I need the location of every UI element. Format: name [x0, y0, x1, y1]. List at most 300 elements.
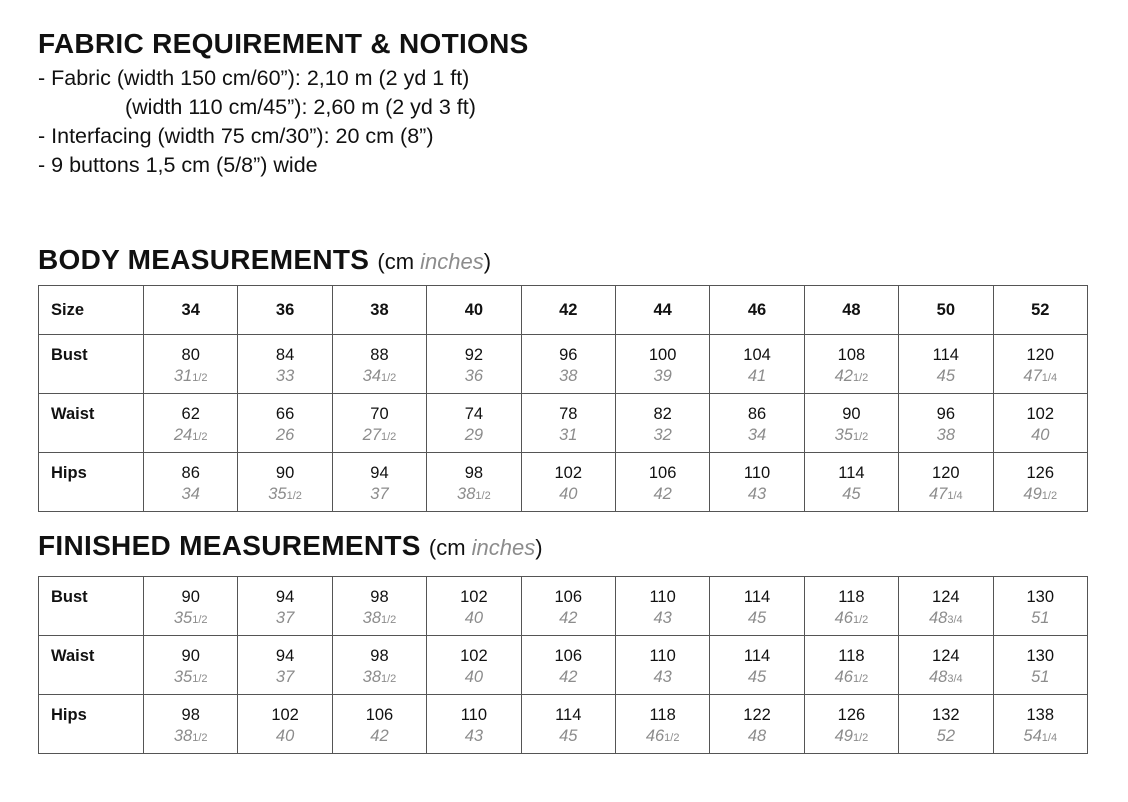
inch-whole: 38	[362, 609, 381, 627]
measurement-cell	[238, 636, 332, 695]
inch-whole: 38	[362, 668, 381, 686]
inch-whole: 43	[653, 668, 672, 686]
inch-value	[144, 725, 237, 749]
inch-whole: 38	[559, 367, 578, 385]
measurement-cell	[332, 695, 426, 754]
cm-value: 132	[932, 706, 960, 724]
inch-value	[710, 666, 803, 688]
inch-value	[522, 365, 615, 387]
inch-value	[522, 483, 615, 505]
measurement-cell	[804, 636, 898, 695]
inch-whole: 31	[559, 426, 578, 444]
cm-value: 130	[1026, 588, 1055, 606]
inch-whole: 51	[1031, 668, 1050, 686]
size-cell: 36	[238, 286, 332, 335]
cm-value: 90	[842, 405, 861, 423]
measurement-cell	[521, 394, 615, 453]
inch-value	[616, 365, 709, 387]
inch-whole: 41	[747, 367, 767, 385]
measurement-cell	[615, 695, 709, 754]
cm-value: 80	[181, 346, 200, 364]
cm-value: 118	[838, 588, 865, 606]
measurement-row-bust	[39, 577, 1088, 636]
inch-whole: 42	[834, 367, 853, 385]
body-measurements-table	[38, 285, 1088, 512]
inch-fraction: 1/2	[475, 490, 491, 502]
inch-whole: 33	[275, 367, 295, 385]
measurement-cell	[521, 636, 615, 695]
measurement-cell	[804, 394, 898, 453]
measurement-cell	[710, 394, 804, 453]
inch-value	[994, 424, 1087, 446]
section-title-text: FINISHED MEASUREMENTS	[38, 530, 421, 561]
unit-inches: inches	[471, 535, 536, 560]
measurement-row-hips	[39, 695, 1088, 754]
cm-value: 74	[464, 405, 484, 423]
body-measurements-title	[38, 246, 491, 274]
inch-fraction: 1/2	[852, 673, 869, 685]
measurement-cell	[144, 695, 238, 754]
measurement-cell	[521, 577, 615, 636]
inch-value	[710, 483, 803, 505]
measurement-cell	[615, 453, 709, 512]
unit-inches: inches	[420, 249, 484, 274]
cm-value: 110	[743, 464, 771, 482]
row-label: Waist	[51, 647, 95, 665]
inch-whole: 38	[457, 485, 476, 503]
fabric-note-line: (width 110 cm/45”): 2,60 m (2 yd 3 ft)	[125, 95, 476, 119]
cm-value: 98	[181, 706, 200, 724]
inch-value	[899, 483, 992, 507]
inch-fraction: 1/2	[381, 431, 397, 443]
measurement-cell	[615, 394, 709, 453]
inch-whole: 34	[362, 367, 381, 385]
inch-fraction: 1/2	[192, 372, 208, 384]
inch-whole: 43	[464, 727, 484, 745]
inch-value	[144, 666, 237, 690]
inch-whole: 40	[464, 668, 484, 686]
inch-value	[805, 483, 898, 505]
measurement-cell	[427, 577, 521, 636]
inch-value	[899, 607, 992, 631]
inch-whole: 46	[834, 668, 853, 686]
cm-value: 106	[554, 588, 583, 606]
measurement-cell	[144, 636, 238, 695]
inch-fraction: 1/2	[286, 490, 302, 502]
cm-value: 110	[649, 588, 676, 606]
fabric-notes-list	[38, 64, 476, 180]
inch-value	[238, 666, 331, 688]
inch-value	[899, 365, 992, 387]
cm-value: 108	[837, 346, 866, 364]
inch-fraction: 1/2	[192, 614, 208, 626]
size-cell: 38	[332, 286, 426, 335]
measurement-cell	[427, 453, 521, 512]
inch-whole: 42	[559, 609, 578, 627]
inch-whole: 45	[842, 485, 861, 503]
inch-value	[144, 424, 237, 448]
inch-whole: 35	[173, 668, 193, 686]
cm-value: 102	[1026, 405, 1055, 423]
measurement-cell	[993, 636, 1087, 695]
inch-whole: 49	[834, 727, 853, 745]
row-label-cell	[39, 394, 144, 453]
size-cell: 34	[144, 286, 238, 335]
inch-fraction: 1/4	[1041, 372, 1058, 384]
inch-whole: 42	[370, 727, 389, 745]
inch-whole: 38	[173, 727, 193, 745]
inch-value	[238, 365, 331, 387]
inch-value	[522, 424, 615, 446]
unit-label: (cm inches)	[377, 249, 492, 274]
inch-value	[994, 607, 1087, 629]
measurement-cell	[427, 636, 521, 695]
finished-measurements-title	[38, 532, 543, 560]
cm-value: 130	[1026, 647, 1055, 665]
measurement-cell	[710, 695, 804, 754]
inch-whole: 47	[1023, 367, 1042, 385]
inch-whole: 34	[181, 485, 200, 503]
inch-value	[238, 607, 331, 629]
cm-value: 118	[838, 647, 865, 665]
fabric-note-line: - 9 buttons 1,5 cm (5/8”) wide	[38, 153, 318, 177]
inch-fraction: 1/4	[1041, 732, 1058, 744]
measurement-cell	[993, 394, 1087, 453]
measurement-cell	[238, 695, 332, 754]
inch-whole: 46	[834, 609, 853, 627]
measurement-cell	[427, 695, 521, 754]
cm-value: 82	[653, 405, 672, 423]
row-label: Bust	[51, 588, 88, 606]
inch-value	[710, 725, 803, 747]
inch-whole: 31	[173, 367, 193, 385]
measurement-cell	[899, 335, 993, 394]
measurement-cell	[332, 335, 426, 394]
size-cell: 48	[804, 286, 898, 335]
measurement-cell	[615, 636, 709, 695]
inch-value	[238, 424, 331, 446]
measurement-cell	[615, 335, 709, 394]
inch-fraction: 1/2	[381, 372, 397, 384]
inch-whole: 46	[645, 727, 665, 745]
inch-value	[427, 483, 520, 507]
inch-whole: 52	[936, 727, 955, 745]
inch-value	[522, 607, 615, 629]
measurement-cell	[332, 453, 426, 512]
size-cell: 52	[993, 286, 1087, 335]
section-title-text: BODY MEASUREMENTS	[38, 244, 370, 275]
row-label-cell	[39, 577, 144, 636]
measurement-cell	[993, 577, 1087, 636]
inch-whole: 40	[464, 609, 484, 627]
cm-value: 106	[554, 647, 583, 665]
inch-fraction: 1/4	[947, 490, 963, 502]
inch-value	[710, 424, 803, 446]
inch-value	[899, 666, 992, 690]
measurement-cell	[332, 636, 426, 695]
inch-whole: 37	[275, 609, 295, 627]
size-cell: 44	[615, 286, 709, 335]
measurement-cell	[521, 453, 615, 512]
inch-whole: 35	[173, 609, 193, 627]
inch-whole: 38	[936, 426, 955, 444]
measurement-cell	[993, 335, 1087, 394]
row-label-cell	[39, 636, 144, 695]
inch-whole: 42	[653, 485, 672, 503]
inch-whole: 37	[370, 485, 389, 503]
size-cell: 40	[427, 286, 521, 335]
cm-value: 98	[370, 588, 389, 606]
inch-value	[899, 725, 992, 747]
inch-whole: 43	[747, 485, 767, 503]
inch-whole: 45	[747, 668, 767, 686]
inch-whole: 24	[173, 426, 193, 444]
inch-whole: 43	[653, 609, 672, 627]
cm-value: 96	[936, 405, 955, 423]
cm-value: 98	[370, 647, 389, 665]
size-cell: 50	[899, 286, 993, 335]
inch-whole: 48	[747, 727, 767, 745]
fabric-note-line: - Fabric (width 150 cm/60”): 2,10 m (2 yd 1 ft)	[38, 66, 470, 90]
inch-value	[994, 365, 1087, 389]
row-label: Waist	[51, 405, 95, 423]
unit-cm: cm	[384, 249, 415, 274]
size-header-label: Size	[39, 286, 144, 335]
inch-value	[427, 424, 520, 446]
inch-whole: 26	[275, 426, 295, 444]
inch-value	[805, 725, 898, 749]
measurement-cell	[804, 335, 898, 394]
unit-cm: cm	[436, 535, 466, 560]
cm-value: 102	[554, 464, 583, 482]
inch-whole: 48	[928, 668, 948, 686]
cm-value: 102	[460, 588, 488, 606]
measurement-cell	[332, 577, 426, 636]
measurement-cell	[804, 453, 898, 512]
size-cell: 46	[710, 286, 804, 335]
measurement-cell	[144, 577, 238, 636]
cm-value: 86	[181, 464, 200, 482]
inch-value	[805, 607, 898, 631]
measurement-cell	[899, 636, 993, 695]
cm-value: 88	[370, 346, 389, 364]
cm-value: 90	[181, 647, 200, 665]
inch-whole: 47	[928, 485, 948, 503]
cm-value: 114	[555, 706, 582, 724]
cm-value: 124	[932, 588, 960, 606]
cm-value: 102	[271, 706, 299, 724]
inch-value	[616, 424, 709, 446]
cm-value: 86	[747, 405, 767, 423]
size-cell: 42	[521, 286, 615, 335]
measurement-cell	[710, 636, 804, 695]
inch-fraction: 1/2	[381, 673, 397, 685]
inch-whole: 32	[653, 426, 672, 444]
inch-value	[805, 666, 898, 690]
cm-value: 106	[648, 464, 677, 482]
inch-value	[899, 424, 992, 446]
cm-value: 62	[181, 405, 200, 423]
inch-fraction: 1/2	[852, 732, 869, 744]
inch-fraction: 3/4	[947, 673, 963, 685]
cm-value: 78	[559, 405, 578, 423]
cm-value: 124	[932, 647, 960, 665]
inch-whole: 49	[1023, 485, 1042, 503]
measurement-cell	[899, 577, 993, 636]
inch-value	[427, 607, 520, 629]
cm-value: 106	[365, 706, 394, 724]
inch-value	[427, 365, 520, 387]
inch-value	[522, 666, 615, 688]
unit-label: (cm inches)	[428, 535, 543, 560]
inch-whole: 39	[653, 367, 672, 385]
inch-value	[616, 607, 709, 629]
cm-value: 110	[649, 647, 676, 665]
row-label: Hips	[51, 464, 87, 482]
measurement-cell	[144, 394, 238, 453]
cm-value: 90	[275, 464, 295, 482]
inch-value	[333, 365, 426, 389]
size-header-row	[39, 286, 1088, 335]
inch-value	[144, 483, 237, 505]
inch-value	[427, 666, 520, 688]
row-label-cell	[39, 453, 144, 512]
measurement-cell	[238, 335, 332, 394]
cm-value: 120	[932, 464, 960, 482]
inch-fraction: 1/2	[192, 673, 208, 685]
inch-value	[616, 483, 709, 505]
inch-fraction: 3/4	[947, 614, 963, 626]
cm-value: 94	[275, 588, 295, 606]
inch-value	[333, 424, 426, 448]
cm-value: 66	[275, 405, 295, 423]
fabric-note-line: - Interfacing (width 75 cm/30”): 20 cm (8”)	[38, 124, 434, 148]
inch-fraction: 1/2	[852, 614, 869, 626]
measurement-cell	[710, 335, 804, 394]
cm-value: 94	[275, 647, 295, 665]
cm-value: 84	[275, 346, 295, 364]
measurement-row-waist	[39, 394, 1088, 453]
measurement-cell	[804, 577, 898, 636]
inch-value	[333, 666, 426, 690]
cm-value: 114	[743, 647, 771, 665]
inch-whole: 34	[747, 426, 767, 444]
cm-value: 104	[743, 346, 771, 364]
finished-measurements-table	[38, 576, 1088, 754]
measurement-row-hips	[39, 453, 1088, 512]
inch-value	[333, 483, 426, 505]
cm-value: 102	[460, 647, 488, 665]
measurement-cell	[427, 394, 521, 453]
inch-whole: 40	[1031, 426, 1050, 444]
inch-whole: 36	[464, 367, 484, 385]
measurement-cell	[521, 335, 615, 394]
cm-value: 138	[1026, 706, 1055, 724]
measurement-cell	[144, 453, 238, 512]
row-label-cell	[39, 695, 144, 754]
inch-value	[616, 725, 709, 749]
inch-whole: 51	[1031, 609, 1050, 627]
inch-value	[805, 365, 898, 389]
inch-value	[522, 725, 615, 747]
inch-value	[144, 365, 237, 389]
measurement-cell	[899, 394, 993, 453]
inch-value	[710, 365, 803, 387]
inch-whole: 40	[559, 485, 578, 503]
inch-value	[238, 483, 331, 507]
inch-fraction: 1/2	[381, 614, 397, 626]
inch-whole: 42	[559, 668, 578, 686]
inch-fraction: 1/2	[852, 372, 869, 384]
measurement-cell	[521, 695, 615, 754]
measurement-row-waist	[39, 636, 1088, 695]
cm-value: 120	[1026, 346, 1055, 364]
inch-whole: 48	[928, 609, 948, 627]
inch-value	[994, 483, 1087, 507]
cm-value: 110	[460, 706, 488, 724]
cm-value: 90	[181, 588, 200, 606]
inch-whole: 37	[275, 668, 295, 686]
measurement-cell	[238, 453, 332, 512]
measurement-cell	[899, 695, 993, 754]
inch-whole: 45	[559, 727, 578, 745]
row-label: Bust	[51, 346, 88, 364]
cm-value: 70	[370, 405, 389, 423]
inch-fraction: 1/2	[852, 431, 869, 443]
inch-fraction: 1/2	[192, 431, 208, 443]
inch-whole: 29	[464, 426, 484, 444]
inch-value	[144, 607, 237, 631]
cm-value: 114	[932, 346, 959, 364]
cm-value: 96	[559, 346, 578, 364]
measurement-cell	[899, 453, 993, 512]
inch-value	[994, 666, 1087, 688]
row-label: Hips	[51, 706, 87, 724]
inch-value	[333, 725, 426, 747]
cm-value: 126	[837, 706, 866, 724]
cm-value: 92	[464, 346, 484, 364]
measurement-cell	[993, 695, 1087, 754]
inch-whole: 35	[268, 485, 287, 503]
fabric-requirements-title: FABRIC REQUIREMENT & NOTIONS	[38, 28, 529, 59]
measurement-cell	[710, 453, 804, 512]
inch-value	[994, 725, 1087, 749]
inch-fraction: 1/2	[1041, 490, 1058, 502]
measurement-cell	[804, 695, 898, 754]
cm-value: 118	[649, 706, 676, 724]
inch-value	[333, 607, 426, 631]
inch-value	[427, 725, 520, 747]
measurement-cell	[238, 394, 332, 453]
inch-fraction: 1/2	[664, 732, 680, 744]
inch-whole: 54	[1023, 727, 1042, 745]
cm-value: 114	[743, 588, 771, 606]
inch-value	[805, 424, 898, 448]
measurement-cell	[238, 577, 332, 636]
measurement-cell	[710, 577, 804, 636]
measurement-cell	[993, 453, 1087, 512]
measurement-cell	[332, 394, 426, 453]
measurement-cell	[615, 577, 709, 636]
cm-value: 100	[648, 346, 677, 364]
cm-value: 126	[1026, 464, 1055, 482]
measurement-cell	[427, 335, 521, 394]
inch-whole: 40	[275, 727, 295, 745]
inch-fraction: 1/2	[192, 732, 208, 744]
cm-value: 114	[838, 464, 865, 482]
measurement-cell	[144, 335, 238, 394]
inch-whole: 45	[936, 367, 955, 385]
